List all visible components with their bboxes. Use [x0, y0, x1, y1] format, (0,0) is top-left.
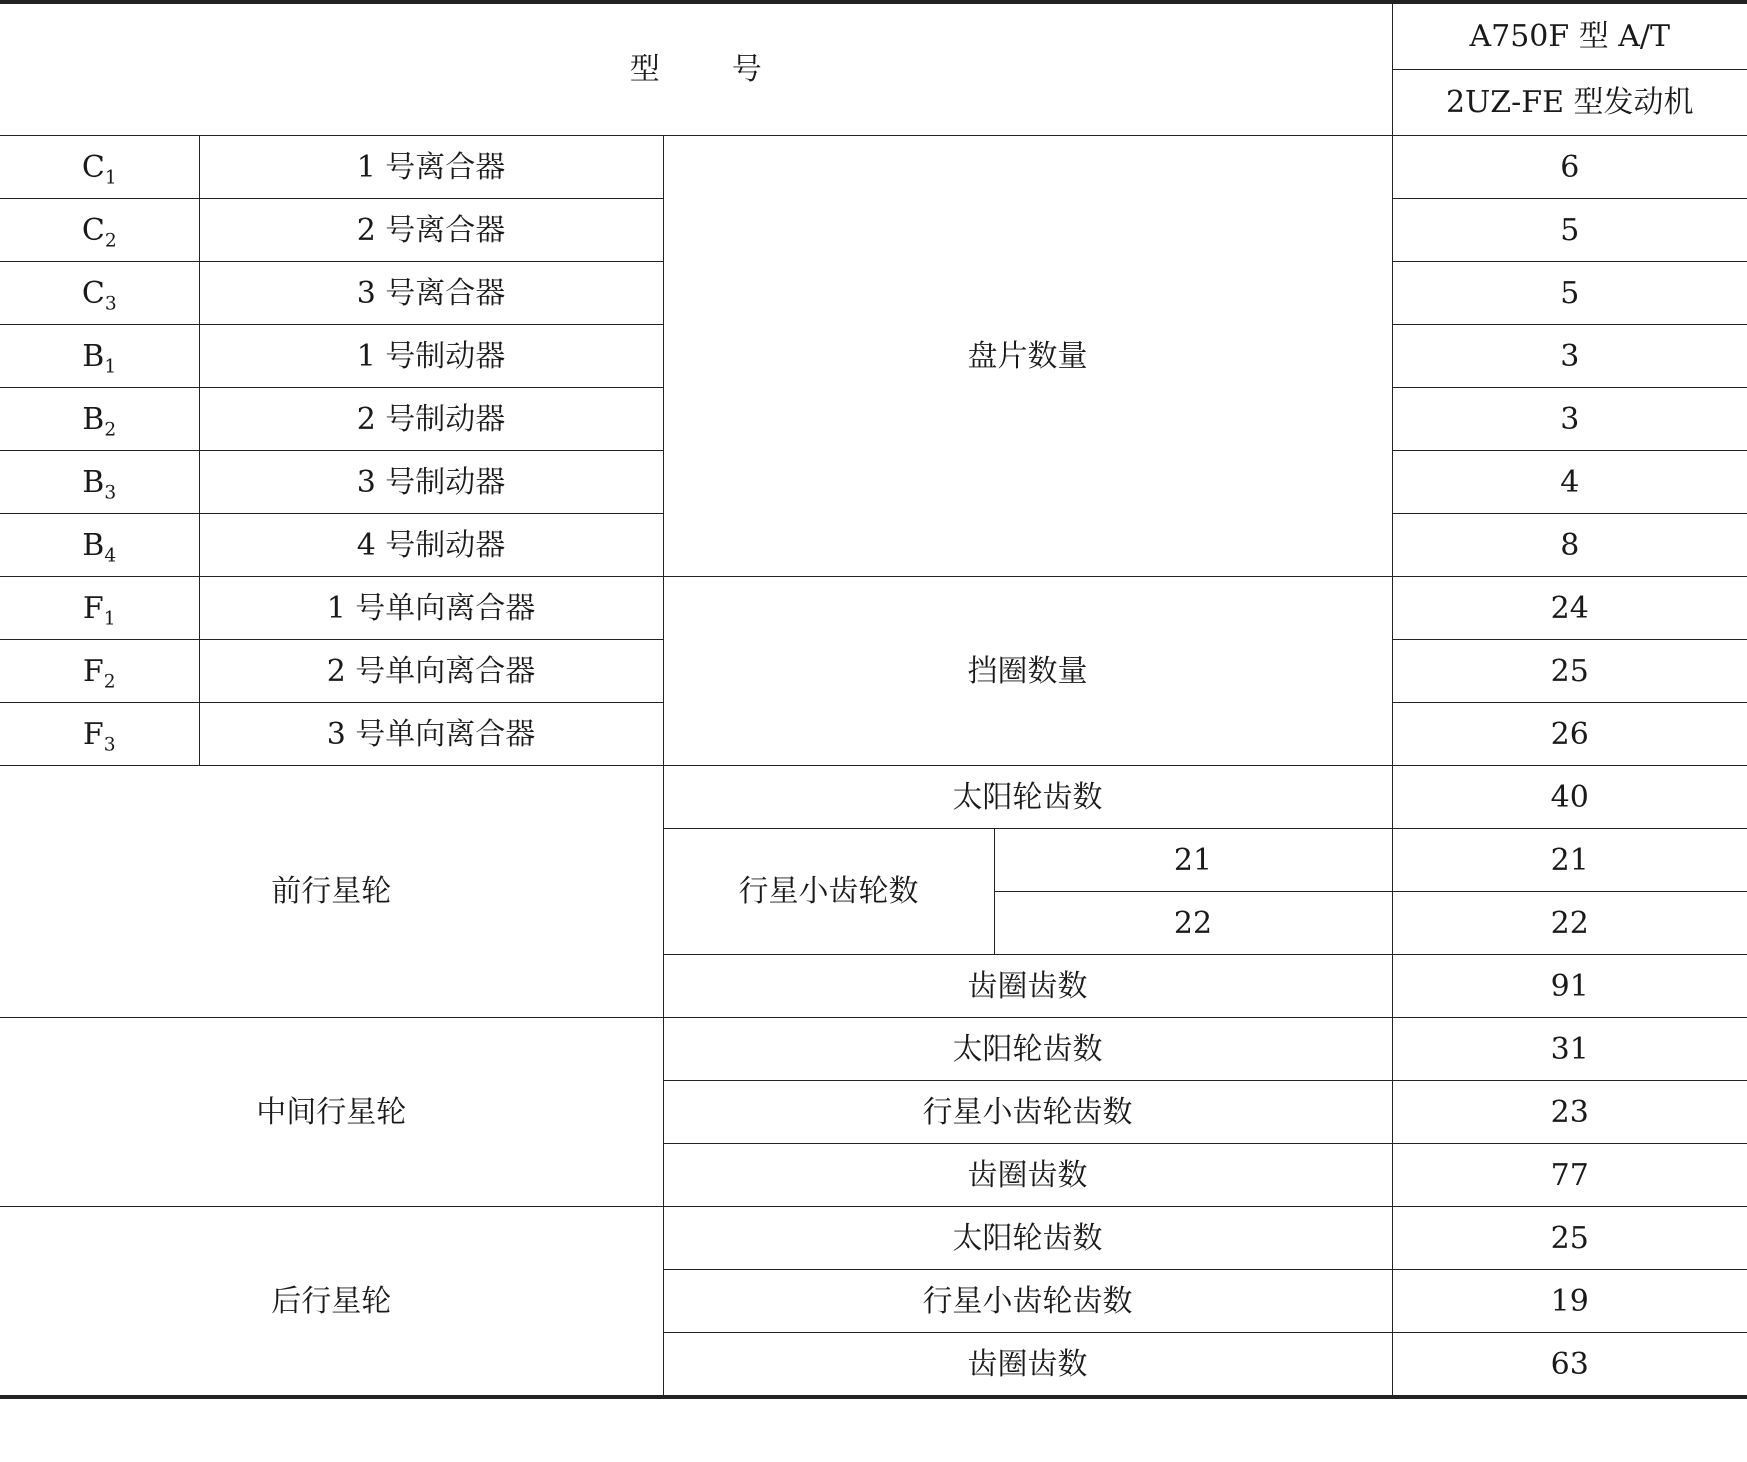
middle-planetary-label: 中间行星轮 — [0, 1018, 663, 1207]
value-cell: 21 — [1392, 829, 1747, 892]
snap-ring-count-label: 挡圈数量 — [663, 577, 1392, 766]
value-cell: 22 — [1392, 892, 1747, 955]
component-name: 3 号单向离合器 — [199, 703, 663, 766]
table-row — [0, 766, 1747, 829]
component-code: $B_1$ — [0, 325, 199, 388]
component-name: 2 号制动器 — [199, 388, 663, 451]
value-cell: 63 — [1392, 1333, 1747, 1398]
rear-planetary-label: 后行星轮 — [0, 1207, 663, 1398]
component-code: $B_3$ — [0, 451, 199, 514]
component-name: 3 号离合器 — [199, 262, 663, 325]
model-header: 型号 — [0, 2, 1392, 136]
component-name: 4 号制动器 — [199, 514, 663, 577]
disc-count-label: 盘片数量 — [663, 136, 1392, 577]
value-cell: 3 — [1392, 388, 1747, 451]
param-label: 齿圈齿数 — [663, 1333, 1392, 1398]
component-name: 3 号制动器 — [199, 451, 663, 514]
param-label: 行星小齿轮数 — [663, 829, 994, 955]
param-label: 太阳轮齿数 — [663, 1018, 1392, 1081]
component-name: 2 号单向离合器 — [199, 640, 663, 703]
component-code: $F_1$ — [0, 577, 199, 640]
param-label: 太阳轮齿数 — [663, 766, 1392, 829]
table-row — [0, 577, 1747, 640]
component-code: $C_1$ — [0, 136, 199, 199]
value-cell: 6 — [1392, 136, 1747, 199]
param-label: 齿圈齿数 — [663, 1144, 1392, 1207]
component-code: $F_3$ — [0, 703, 199, 766]
value-cell: 23 — [1392, 1081, 1747, 1144]
value-cell: 24 — [1392, 577, 1747, 640]
component-name: 1 号制动器 — [199, 325, 663, 388]
value-cell: 8 — [1392, 514, 1747, 577]
component-name: 1 号单向离合器 — [199, 577, 663, 640]
component-code: $B_2$ — [0, 388, 199, 451]
value-cell: 25 — [1392, 1207, 1747, 1270]
param-label: 太阳轮齿数 — [663, 1207, 1392, 1270]
component-code: $B_4$ — [0, 514, 199, 577]
component-code: $C_3$ — [0, 262, 199, 325]
value-cell: 5 — [1392, 199, 1747, 262]
param-label: 行星小齿轮齿数 — [663, 1270, 1392, 1333]
param-label: 行星小齿轮齿数 — [663, 1081, 1392, 1144]
value-cell: 5 — [1392, 262, 1747, 325]
engine-header: 2UZ-FE 型发动机 — [1392, 70, 1747, 136]
pinion-spec: 21 — [994, 829, 1392, 892]
component-name: 2 号离合器 — [199, 199, 663, 262]
value-cell: 26 — [1392, 703, 1747, 766]
table-row — [0, 136, 1747, 199]
value-cell: 40 — [1392, 766, 1747, 829]
table-row — [0, 1207, 1747, 1270]
value-cell: 77 — [1392, 1144, 1747, 1207]
value-cell: 19 — [1392, 1270, 1747, 1333]
component-name: 1 号离合器 — [199, 136, 663, 199]
param-label: 齿圈齿数 — [663, 955, 1392, 1018]
pinion-spec: 22 — [994, 892, 1392, 955]
front-planetary-label: 前行星轮 — [0, 766, 663, 1018]
transmission-header: A750F 型 A/T — [1392, 2, 1747, 70]
component-code: $F_2$ — [0, 640, 199, 703]
value-cell: 4 — [1392, 451, 1747, 514]
value-cell: 25 — [1392, 640, 1747, 703]
value-cell: 91 — [1392, 955, 1747, 1018]
value-cell: 31 — [1392, 1018, 1747, 1081]
component-code: $C_2$ — [0, 199, 199, 262]
value-cell: 3 — [1392, 325, 1747, 388]
table-row — [0, 1018, 1747, 1081]
